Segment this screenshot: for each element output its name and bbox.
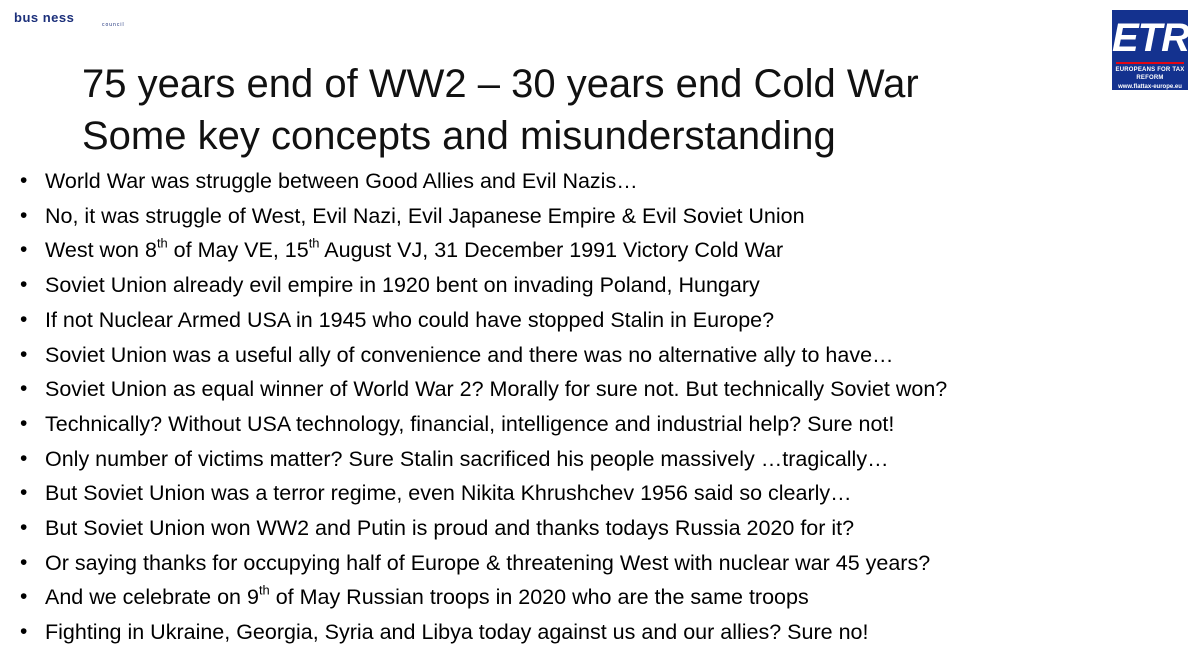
bullet-item: • But Soviet Union won WW2 and Putin is proud and thanks todays Russia 2020 for it? <box>20 511 1190 546</box>
bullet-item: • World War was struggle between Good Allies and Evil Nazis… <box>20 164 1190 199</box>
business-council-logo <box>14 10 134 28</box>
etr-logo-divider <box>1116 62 1184 64</box>
bullet-text: August VJ, 31 December 1991 Victory Cold War <box>319 238 784 263</box>
bullet-item <box>20 580 1190 615</box>
ordinal-suffix: th <box>258 582 270 598</box>
bullet-list <box>20 164 1190 650</box>
bullet-item: • Only number of victims matter? Sure Stalin sacrificed his people massively …tragically… <box>20 442 1190 477</box>
slide-title-line-1: 75 years end of WW2 – 30 years end Cold War <box>82 62 919 106</box>
bullet-item: • If not Nuclear Armed USA in 1945 who could have stopped Stalin in Europe? <box>20 303 1190 338</box>
bullet-item: • Soviet Union as equal winner of World War 2? Morally for sure not. But technically Soviet won? <box>20 372 1190 407</box>
bullet-item: • No, it was struggle of West, Evil Nazi, Evil Japanese Empire & Evil Soviet Union <box>20 199 1190 234</box>
bullet-text: West won 8 <box>45 238 157 263</box>
etr-logo-url: www.flattax-europe.eu <box>1118 84 1182 90</box>
bullet-item: • But Soviet Union was a terror regime, even Nikita Khrushchev 1956 said so clearly… <box>20 476 1190 511</box>
slide-title <box>82 58 919 162</box>
bullet-text: of May Russian troops in 2020 who are the same troops <box>269 585 809 610</box>
slide-title-line-2: Some key concepts and misunderstanding <box>82 114 836 158</box>
etr-logo <box>1112 10 1188 90</box>
bullet-text: of May VE, 15 <box>167 238 309 263</box>
etr-logo-letters: ETR <box>1112 16 1189 60</box>
bullet-item: • Or saying thanks for occupying half of Europe & threatening West with nuclear war 45 years? <box>20 546 1190 581</box>
bullet-text: And we celebrate on 9 <box>45 585 259 610</box>
ordinal-suffix: th <box>308 235 320 251</box>
bullet-item <box>20 233 1190 268</box>
etr-logo-tagline: EUROPEANS FOR TAX REFORM <box>1115 67 1185 81</box>
bullet-item: • Soviet Union was a useful ally of convenience and there was no alternative ally to have… <box>20 338 1190 373</box>
bullet-item: • Technically? Without USA technology, financial, intelligence and industrial help? Sure not! <box>20 407 1190 442</box>
business-council-logo-subtext: council <box>102 22 125 28</box>
bullet-item: • Soviet Union already evil empire in 1920 bent on invading Poland, Hungary <box>20 268 1190 303</box>
bullet-item: • Fighting in Ukraine, Georgia, Syria and Libya today against us and our allies? Sure no! <box>20 615 1190 650</box>
ordinal-suffix: th <box>156 235 168 251</box>
business-council-logo-text: bus ness <box>14 10 75 25</box>
